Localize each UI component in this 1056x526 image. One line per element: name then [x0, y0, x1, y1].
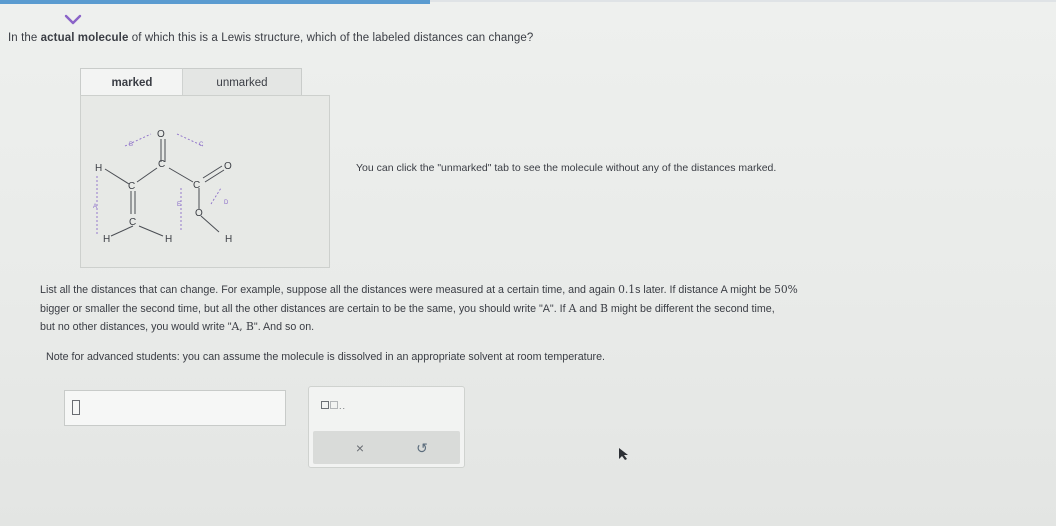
progress-bar — [0, 0, 430, 4]
atom-o-top: O — [157, 129, 165, 140]
distance-label-a: A — [93, 204, 98, 210]
atom-c-left: C — [128, 181, 136, 192]
atom-o-right: O — [224, 161, 232, 172]
atom-c-center: C — [158, 159, 166, 170]
mouse-pointer-icon — [618, 447, 630, 461]
note-text: Note for advanced students: you can assume the molecule is dissolved in an appropriate solvent at room temperature. — [46, 351, 606, 363]
answer-input[interactable] — [64, 390, 286, 426]
instructions-text: List all the distances that can change. For example, suppose all the distances were measured at a certain time, and again 0.1s later. If distance A might be 50% bigger or smaller the second time, but all the other distances are certain to be the same, you should write "A". If A and B might be different the second time, but no other distances, you would write "A, B". And so on. — [40, 283, 798, 333]
atom-h-bottom-mid: H — [165, 234, 173, 245]
ordered-list-icon[interactable]: .. — [321, 401, 346, 411]
text-cursor — [72, 400, 80, 415]
tab-unmarked[interactable]: unmarked — [182, 68, 302, 96]
atom-h-bottom-left: H — [103, 234, 111, 245]
tab-marked[interactable]: marked — [80, 68, 184, 96]
atom-c-bottom: C — [129, 217, 137, 228]
toolbar-actions — [313, 431, 460, 464]
header-divider — [430, 0, 1056, 2]
molecule-panel — [80, 95, 330, 268]
distance-label-d: D — [224, 200, 229, 206]
question-emphasis: actual molecule — [40, 32, 129, 44]
distance-label-e: E — [177, 202, 182, 208]
distance-label-c: C — [199, 142, 204, 148]
question-text: In the actual molecule of which this is a Lewis structure, which of the labeled distances can change? — [8, 32, 534, 44]
clear-button[interactable]: × — [355, 440, 365, 456]
hint-text: You can click the "unmarked" tab to see the molecule without any of the distances marked. — [356, 162, 777, 174]
lewis-structure — [81, 96, 331, 269]
atom-o-bottom: O — [195, 208, 203, 219]
atom-c-right: C — [193, 180, 201, 191]
answer-toolbar — [308, 386, 465, 468]
chevron-down-icon[interactable] — [60, 10, 86, 32]
atom-h-bottom-right: H — [225, 234, 233, 245]
undo-button[interactable]: ↺ — [416, 440, 428, 456]
distance-label-b: B — [129, 142, 134, 148]
atom-h-left: H — [95, 163, 103, 174]
